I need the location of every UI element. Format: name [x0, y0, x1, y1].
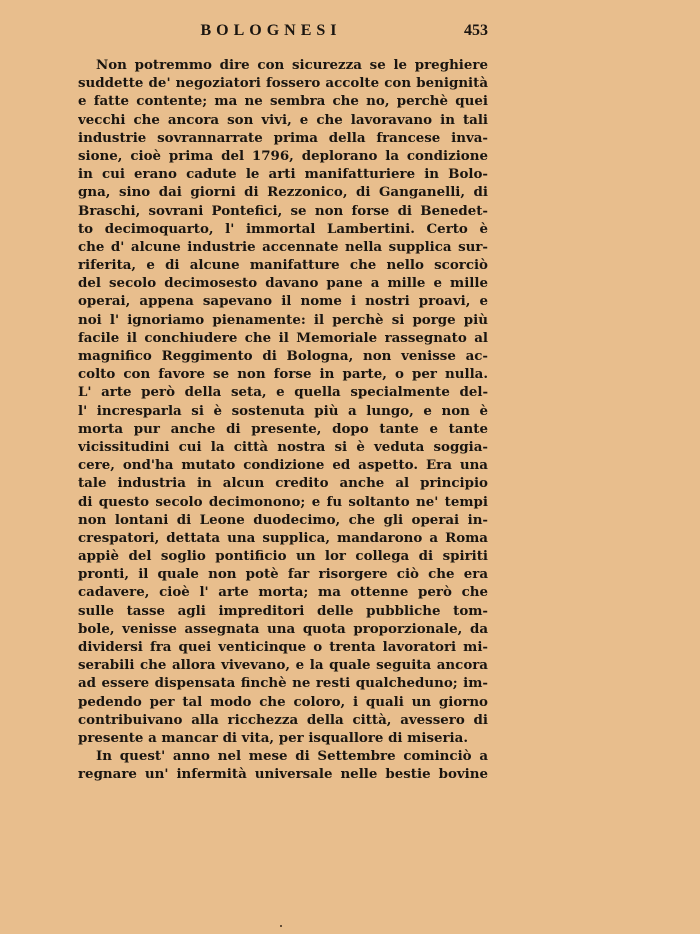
- text-line: e fatte contente; ma ne sembra che no, perchè quei: [78, 93, 488, 110]
- ink-speck: [280, 925, 282, 927]
- text-line: serabili che allora vivevano, e la quale seguita ancora: [78, 657, 488, 674]
- text-line: di questo secolo decimonono; e fu soltanto ne' tempi: [78, 493, 488, 510]
- text-line: to decimoquarto, l' immortal Lambertini. Certo è: [78, 220, 488, 237]
- text-line: appiè del soglio pontificio un lor collega di spiriti: [78, 548, 488, 565]
- text-line: facile il conchiudere che il Memoriale rassegnato al: [78, 329, 488, 346]
- text-line: presente a mancar di vita, per isquallore di miseria.: [78, 729, 468, 746]
- text-line: In quest' anno nel mese di Settembre cominciò a: [96, 748, 488, 765]
- text-line: regnare un' infermità universale nelle bestie bovine: [78, 766, 488, 783]
- text-line: l' incresparla si è sostenuta più a lungo, e non è: [78, 402, 488, 419]
- text-line: dividersi fra quei venticinque o trenta lavoratori mi-: [78, 639, 488, 655]
- text-line: ad essere dispensata finchè ne resti qualcheduno; im-: [78, 675, 488, 692]
- text-line: sulle tasse agli impreditori delle pubbliche tom-: [78, 602, 488, 619]
- text-line: operai, appena sapevano il nome i nostri proavi, e: [78, 293, 488, 310]
- text-line: in cui erano cadute le arti manifatturiere in Bolo-: [78, 166, 488, 183]
- text-line: suddette de' negoziatori fossero accolte con benignità: [78, 75, 488, 92]
- text-line: che d' alcune industrie accennate nella supplica sur-: [78, 238, 488, 255]
- text-line: cere, ond'ha mutato condizione ed aspetto. Era una: [78, 457, 488, 474]
- text-line: magnifico Reggimento di Bologna, non venisse ac-: [78, 348, 488, 364]
- text-line: pronti, il quale non potè far risorgere ciò che era: [78, 566, 488, 583]
- text-line: non lontani di Leone duodecimo, che gli operai in-: [78, 511, 488, 528]
- running-title: BOLOGNESI: [200, 22, 342, 39]
- body-text: [78, 56, 488, 784]
- page-number: 453: [464, 22, 488, 39]
- text-line: vecchi che ancora son vivi, e che lavoravano in tali: [78, 111, 488, 128]
- text-line: industrie sovrannarrate prima della francese inva-: [78, 129, 488, 146]
- text-line: morta pur anche di presente, dopo tante e tante: [78, 420, 488, 437]
- text-line: sione, cioè prima del 1796, deplorano la condizione: [78, 147, 488, 164]
- text-line: vicissitudini cui la città nostra si è veduta soggia-: [78, 438, 488, 455]
- text-line: pedendo per tal modo che coloro, i quali un giorno: [78, 693, 488, 710]
- text-line: noi l' ignoriamo pienamente: il perchè si porge più: [78, 311, 488, 328]
- text-line: riferita, e di alcune manifatture che nello scorciò: [78, 257, 488, 274]
- text-line: Non potremmo dire con sicurezza se le preghiere: [96, 57, 488, 73]
- text-line: crespatori, dettata una supplica, mandarono a Roma: [78, 529, 488, 546]
- text-line: Braschi, sovrani Pontefici, se non forse di Benedet-: [78, 202, 488, 219]
- text-line: tale industria in alcun credito anche al principio: [78, 475, 488, 492]
- text-line: contribuivano alla ricchezza della città, avessero di: [78, 711, 488, 728]
- running-head: [78, 22, 488, 46]
- text-line: bole, venisse assegnata una quota proporzionale, da: [78, 620, 488, 637]
- text-line: cadavere, cioè l' arte morta; ma ottenne però che: [78, 584, 488, 601]
- text-line: L' arte però della seta, e quella specialmente del-: [78, 384, 488, 401]
- text-line: gna, sino dai giorni di Rezzonico, di Ganganelli, di: [78, 184, 488, 201]
- text-line: colto con favore se non forse in parte, o per nulla.: [78, 366, 488, 383]
- text-line: del secolo decimosesto davano pane a mille e mille: [78, 275, 488, 292]
